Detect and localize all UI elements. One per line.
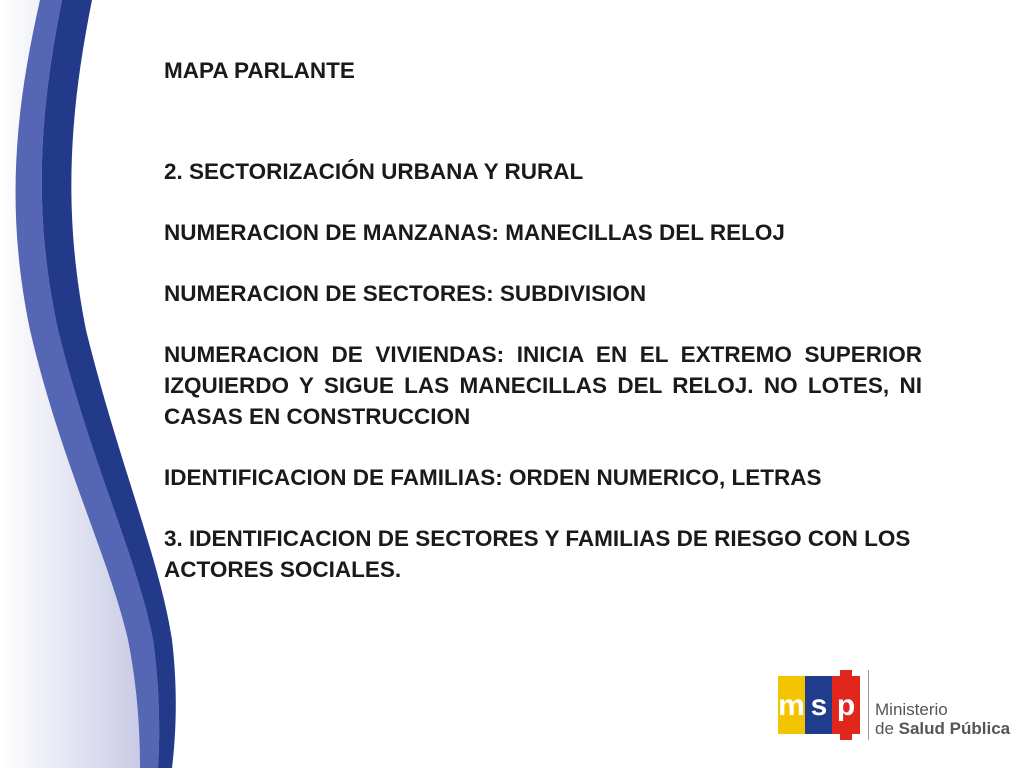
logo-text-salud-publica — [875, 720, 1010, 738]
paragraph-identificacion-familias: IDENTIFICACION DE FAMILIAS: ORDEN NUMERICO, LETRAS — [164, 465, 822, 490]
slide-title: MAPA PARLANTE — [164, 58, 355, 83]
logo-letter-p: p — [836, 689, 856, 722]
paragraph-sectorizacion: 2. SECTORIZACIÓN URBANA Y RURAL — [164, 159, 584, 184]
logo-cross-top — [840, 670, 852, 680]
logo-letter-m: m — [778, 689, 805, 722]
logo-cross-bottom — [840, 730, 852, 740]
slide-body — [164, 55, 922, 585]
logo-letter-s: s — [810, 689, 828, 722]
logo-text-prefix: de — [875, 719, 899, 738]
paragraph-numeracion-sectores: NUMERACION DE SECTORES: SUBDIVISION — [164, 281, 647, 306]
paragraph-numeracion-viviendas: NUMERACION DE VIVIENDAS: INICIA EN EL EXTREMO SUPERIOR IZQUIERDO Y SIGUE LAS MANECILLAS DEL RELOJ. NO LOTES, NI CASAS EN CONSTRUCCION — [164, 342, 922, 429]
paragraph-identificacion-riesgo: 3. IDENTIFICACION DE SECTORES Y FAMILIAS DE RIESGO CON LOS ACTORES SOCIALES. — [164, 526, 911, 582]
logo-text-ministerio: Ministerio — [875, 700, 948, 719]
msp-logo — [778, 670, 1011, 742]
paragraph-numeracion-manzanas: NUMERACION DE MANZANAS: MANECILLAS DEL RELOJ — [164, 220, 785, 245]
logo-text-bold: Salud Pública — [898, 719, 1011, 738]
logo-divider — [868, 670, 869, 740]
msp-logo-mark — [778, 670, 860, 740]
